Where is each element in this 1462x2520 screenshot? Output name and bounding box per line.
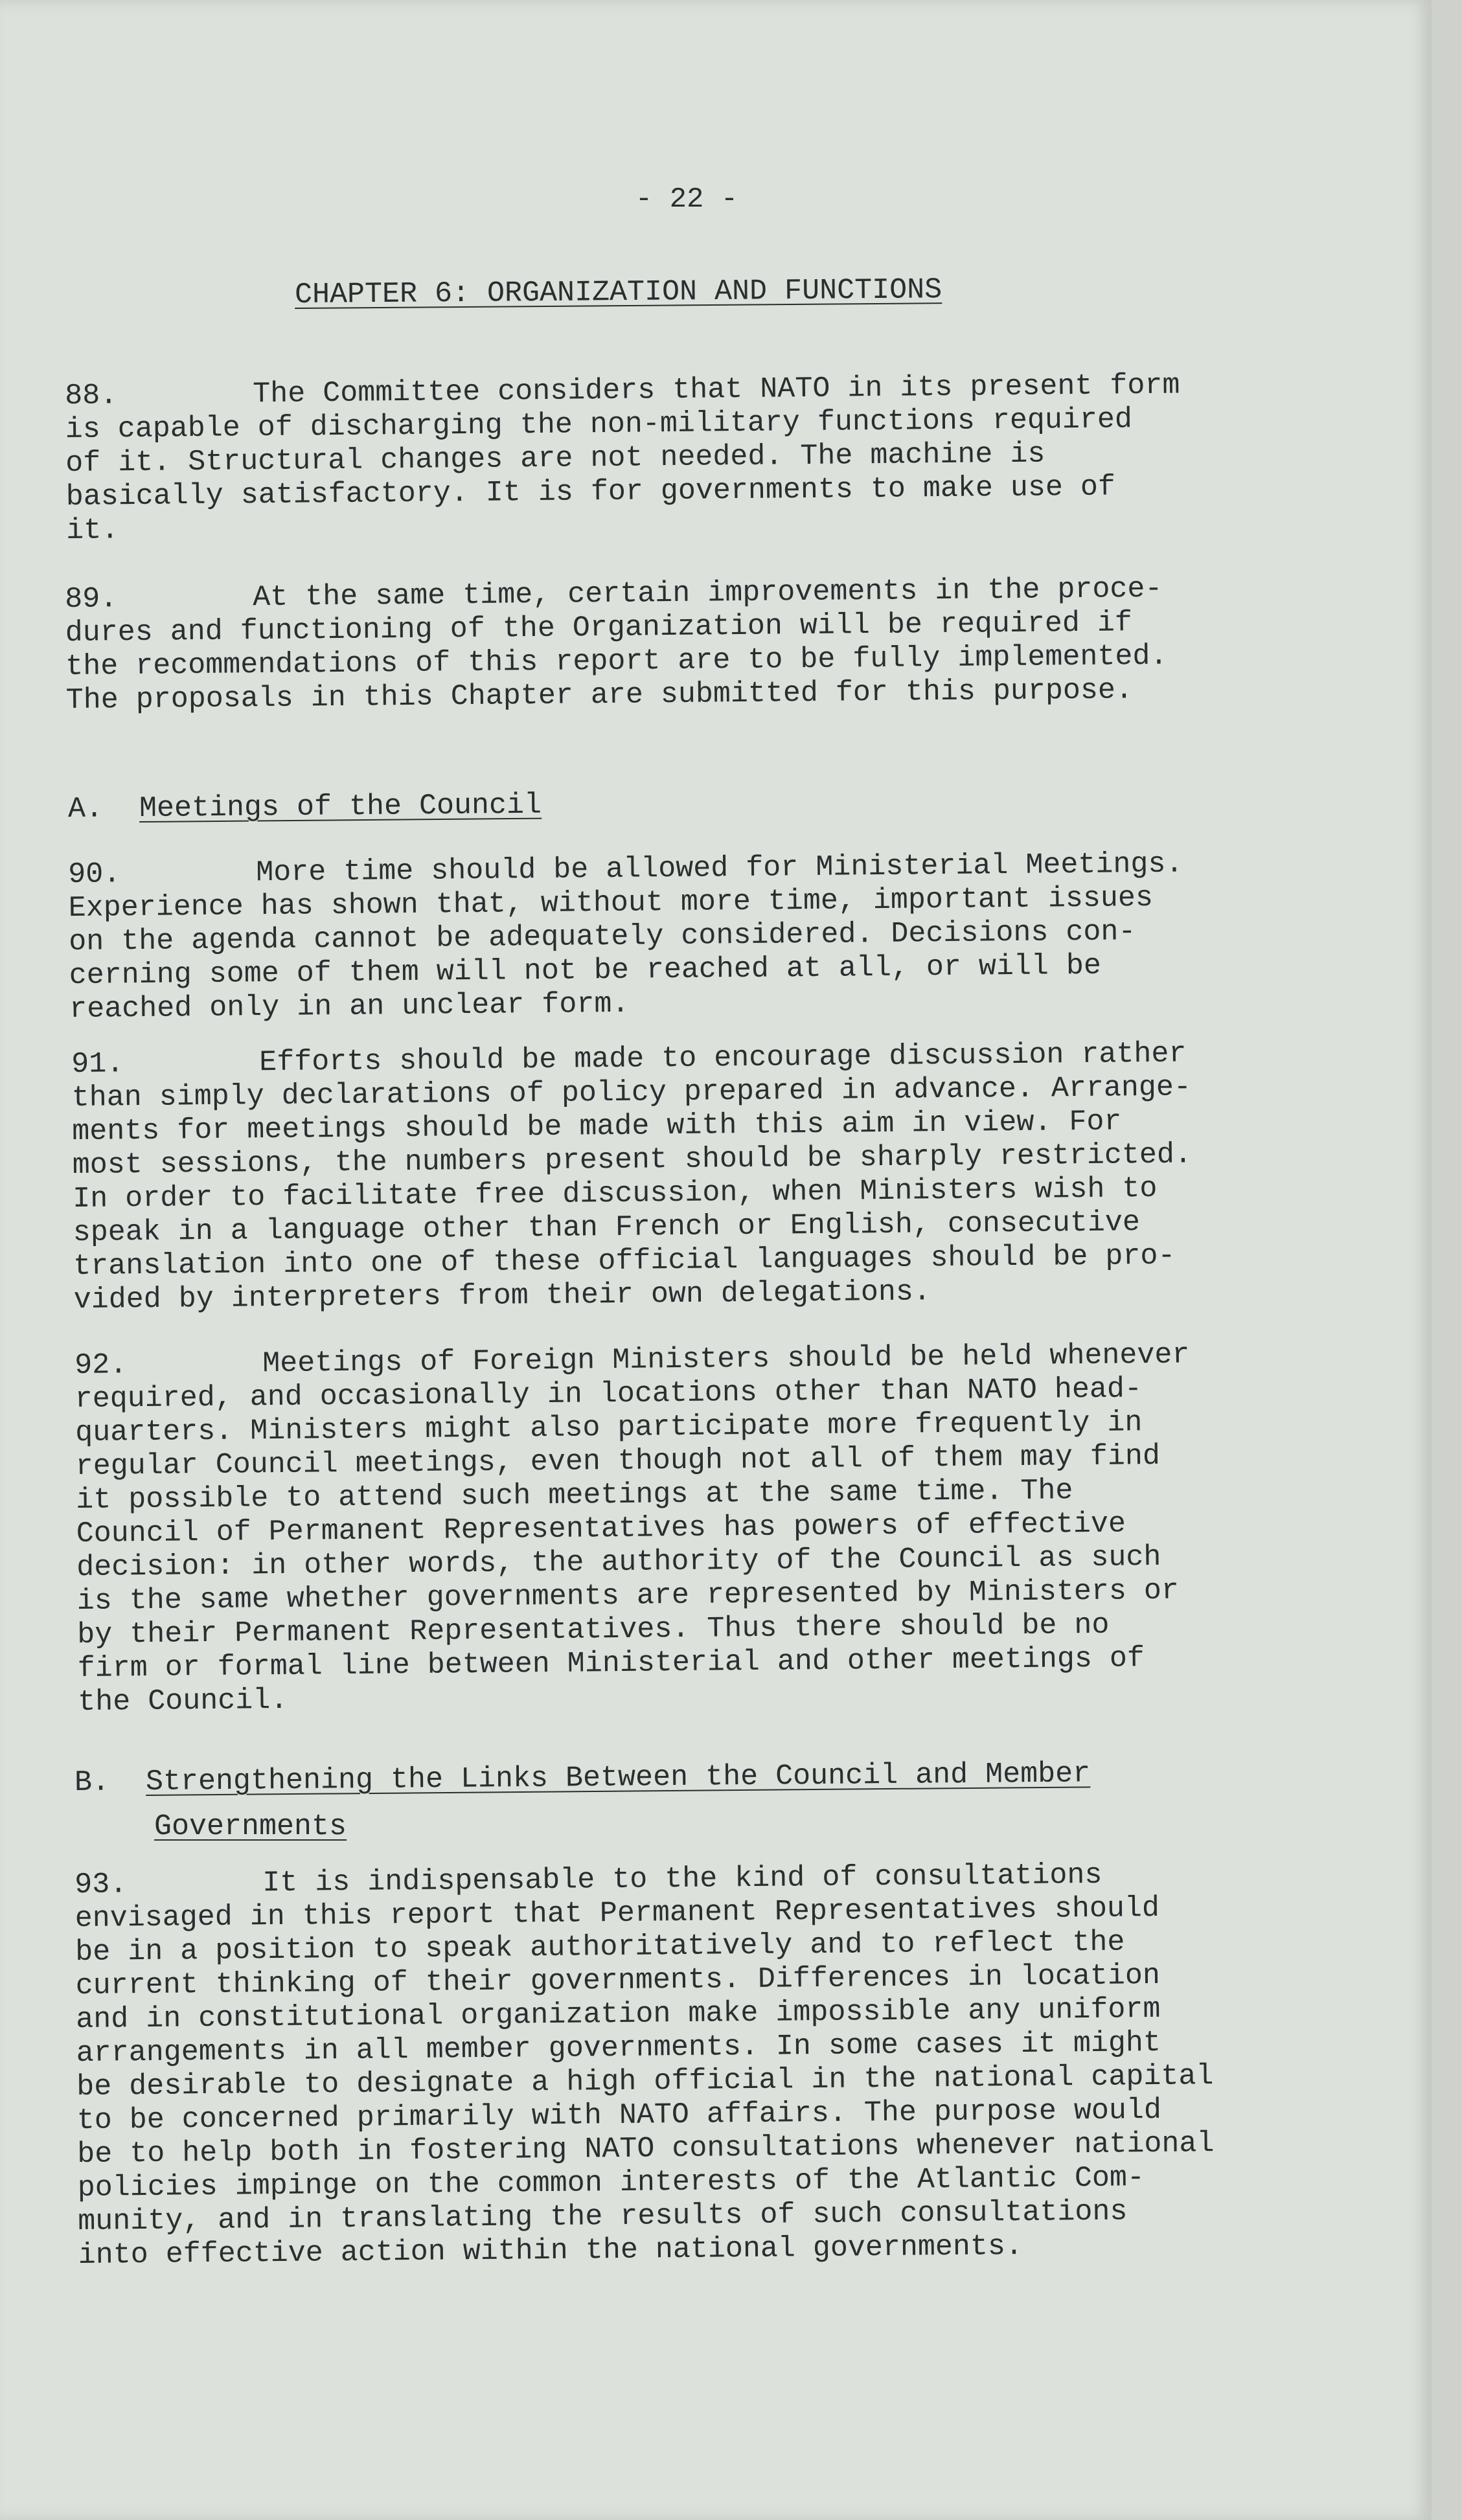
line-text: current thinking of their governments. Differences in location bbox=[75, 1958, 1161, 2003]
paragraph-number: 89. bbox=[65, 582, 118, 616]
line-text: it. bbox=[65, 514, 119, 547]
paragraph-88 bbox=[65, 366, 1459, 548]
line-text: to be concerned primarily with NATO affairs. The purpose would bbox=[76, 2093, 1162, 2137]
line-text: be desirable to designate a high official in the national capital bbox=[76, 2060, 1214, 2104]
section-title: Strengthening the Links Between the Council and Member bbox=[145, 1757, 1091, 1799]
page-number: - 22 - bbox=[635, 183, 738, 216]
line-text: dures and functioning of the Organization will be required if bbox=[65, 606, 1133, 650]
line-text: the Council. bbox=[77, 1683, 288, 1719]
line-text: arrangements in all member governments. In some cases it might bbox=[76, 2026, 1161, 2070]
paragraph-92 bbox=[74, 1335, 1462, 1720]
line-text: At the same time, certain improvements in the proce- bbox=[252, 572, 1163, 615]
line-text: basically satisfactory. It is for governments to make use of bbox=[65, 470, 1116, 514]
line-text: required, and occasionally in locations other than NATO head- bbox=[74, 1372, 1143, 1416]
section-b-heading-continued bbox=[154, 1810, 347, 1844]
line-text: The Committee considers that NATO in its present form bbox=[252, 369, 1180, 411]
line-text: regular Council meetings, even though not all of them may find bbox=[75, 1439, 1161, 1483]
paragraph-number: 91. bbox=[71, 1047, 124, 1081]
section-title-continued: Governments bbox=[154, 1810, 347, 1843]
line-text: Efforts should be made to encourage discussion rather bbox=[258, 1037, 1187, 1080]
paragraph-number: 92. bbox=[74, 1348, 128, 1382]
line-text: on the agenda cannot be adequately considered. Decisions con- bbox=[68, 915, 1136, 959]
line-text: The proposals in this Chapter are submitted for this purpose. bbox=[65, 674, 1134, 717]
section-b-heading bbox=[74, 1757, 1091, 1800]
line-text: is capable of discharging the non-military functions required bbox=[65, 403, 1133, 446]
line-text: reached only in an unclear form. bbox=[69, 987, 630, 1026]
line-text: firm or formal line between Ministerial and other meetings of bbox=[77, 1642, 1145, 1685]
line-text: translation into one of these official languages should be pro- bbox=[73, 1239, 1176, 1283]
paragraph-number: 93. bbox=[74, 1868, 128, 1901]
line-text: is the same whether governments are represented by Ministers or bbox=[76, 1574, 1180, 1618]
line-text: be in a position to speak authoritatively and to reflect the bbox=[74, 1925, 1125, 1969]
line-text: ments for meetings should be made with this aim in view. For bbox=[71, 1105, 1122, 1148]
line-text: In order to facilitate free discussion, when Ministers wish to bbox=[72, 1172, 1158, 1216]
line-text: by their Permanent Representatives. Thus there should be no bbox=[76, 1608, 1110, 1652]
section-letter: A. bbox=[67, 792, 104, 826]
line-text: More time should be allowed for Ministerial Meetings. bbox=[255, 847, 1183, 890]
line-text: the recommendations of this report are to be fully implemented. bbox=[65, 639, 1168, 683]
paragraph-number: 90. bbox=[68, 857, 121, 891]
line-text: most sessions, the numbers present should be sharply restricted. bbox=[72, 1138, 1193, 1182]
line-text: into effective action within the national governments. bbox=[78, 2229, 1023, 2272]
line-text: Meetings of Foreign Ministers should be held whenever bbox=[262, 1338, 1190, 1381]
line-text: Council of Permanent Representatives has powers of effective bbox=[76, 1507, 1126, 1550]
line-text: policies impinge on the common interests of the Atlantic Com- bbox=[77, 2161, 1145, 2205]
line-text: and in constitutional organization make impossible any uniform bbox=[75, 1992, 1161, 2036]
line-text: munity, and in translating the results of such consultations bbox=[77, 2195, 1128, 2238]
paragraph-93 bbox=[74, 1855, 1462, 2273]
line-text: vided by interpreters from their own delegations. bbox=[73, 1275, 931, 1317]
section-title: Meetings of the Council bbox=[139, 788, 542, 826]
section-a-heading bbox=[68, 789, 542, 826]
line-text: quarters. Ministers might also participate more frequently in bbox=[74, 1406, 1143, 1449]
line-text: cerning some of them will not be reached at all, or will be bbox=[69, 949, 1102, 992]
paragraph-90 bbox=[68, 845, 1462, 1027]
line-text: be to help both in fostering NATO consultations whenever national bbox=[76, 2127, 1215, 2171]
section-letter: B. bbox=[74, 1765, 110, 1799]
line-text: it possible to attend such meetings at the same time. The bbox=[75, 1474, 1073, 1517]
chapter-title: CHAPTER 6: ORGANIZATION AND FUNCTIONS bbox=[294, 273, 942, 312]
line-text: decision: in other words, the authority of the Council as such bbox=[76, 1540, 1161, 1584]
paragraph-89 bbox=[65, 569, 1459, 718]
line-text: speak in a language other than French or English, consecutive bbox=[73, 1206, 1141, 1249]
line-text: envisaged in this report that Permanent Representatives should bbox=[74, 1891, 1160, 1935]
line-text: of it. Structural changes are not needed. The machine is bbox=[65, 437, 1045, 480]
line-text: It is indispensable to the kind of consultations bbox=[262, 1858, 1102, 1900]
paragraph-91 bbox=[71, 1034, 1462, 1317]
paragraph-number: 88. bbox=[65, 379, 118, 413]
line-text: Experience has shown that, without more time, important issues bbox=[68, 881, 1154, 925]
line-text: than simply declarations of policy prepared in advance. Arrange- bbox=[71, 1071, 1192, 1115]
